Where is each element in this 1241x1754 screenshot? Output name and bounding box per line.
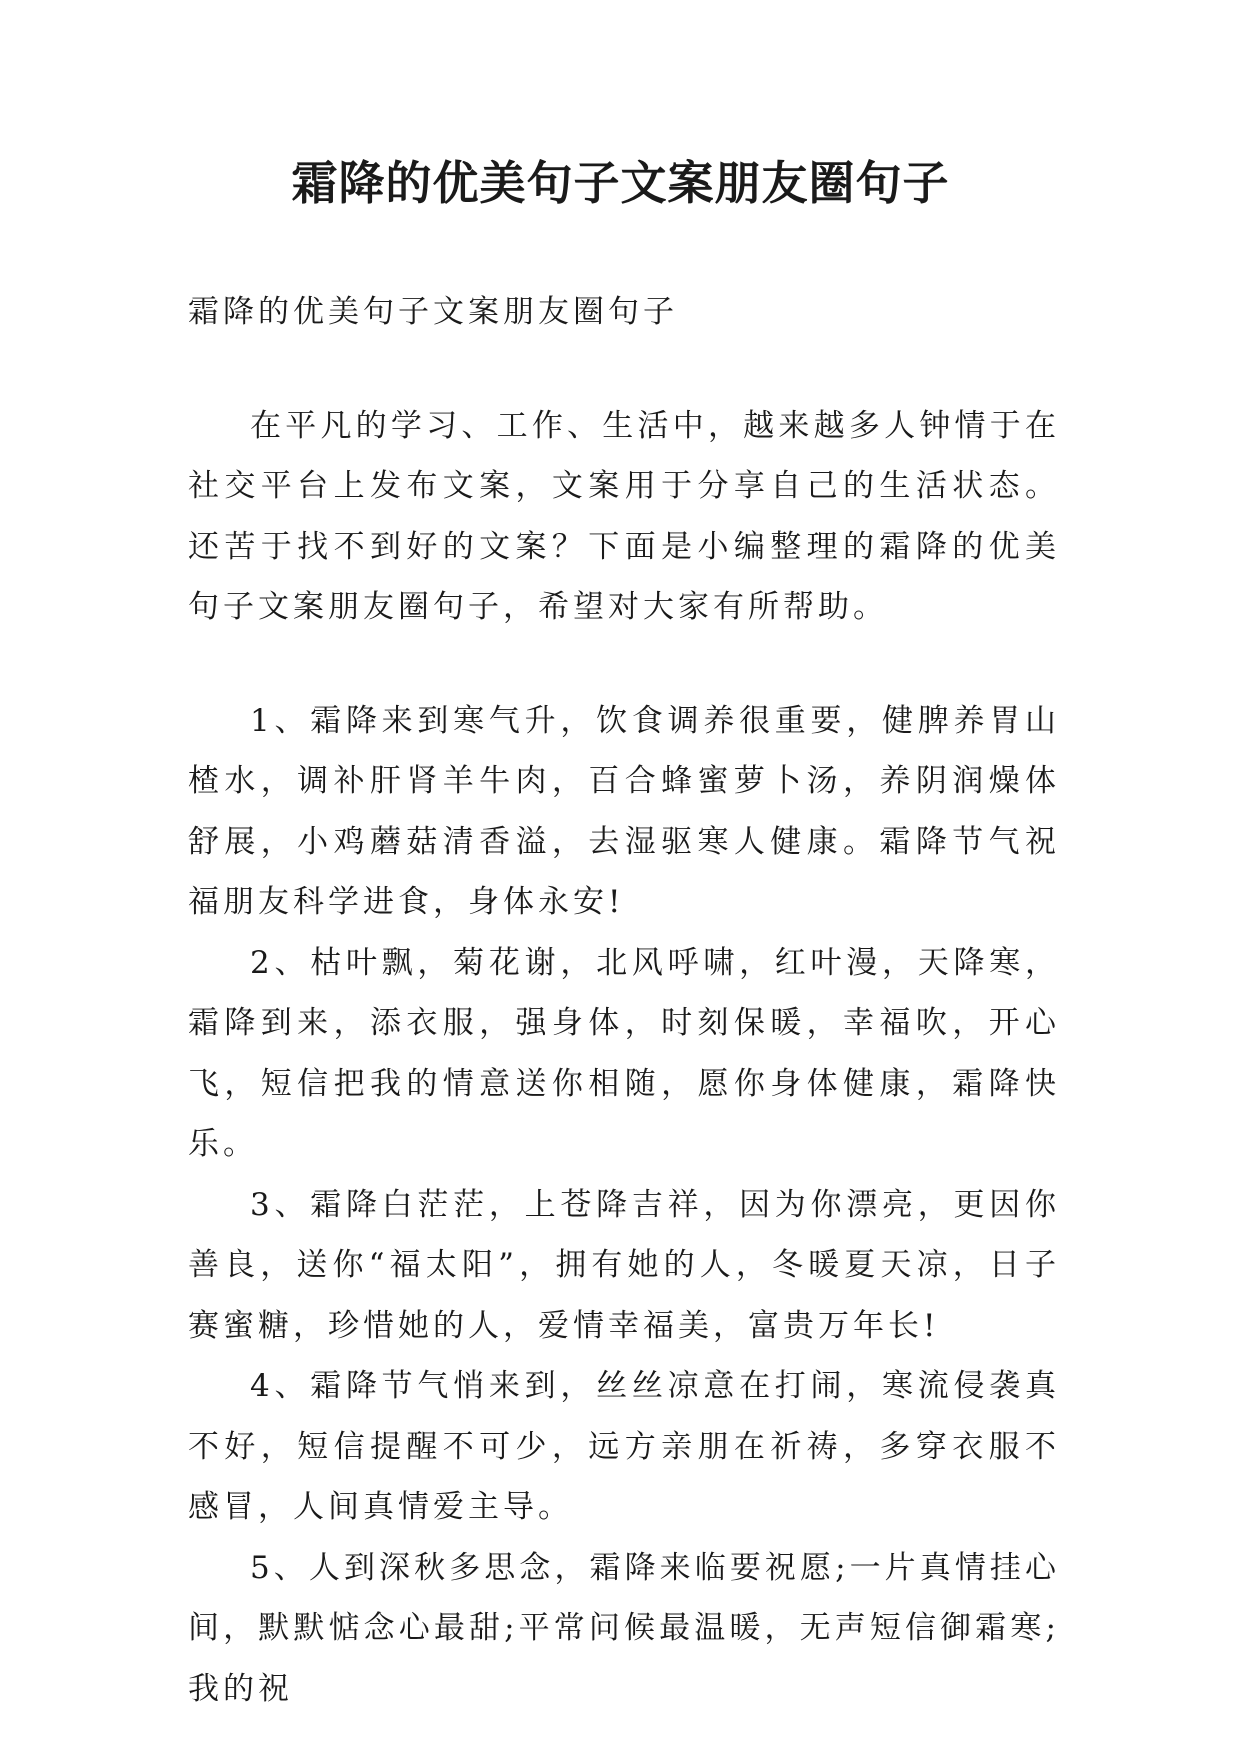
list-item: 5、人到深秋多思念，霜降来临要祝愿;一片真情挂心间，默默惦念心最甜;平常问候最温暖，无声短信御霜寒;我的祝 (188, 1549, 1060, 1707)
document-body (188, 282, 1060, 1719)
list-item: 2、枯叶飘，菊花谢，北风呼啸，红叶漫，天降寒，霜降到来，添衣服，强身体，时刻保暖，幸福吹，开心飞，短信把我的情意送你相随，愿你身体健康，霜降快乐。 (188, 944, 1060, 1162)
intro-paragraph: 在平凡的学习、工作、生活中，越来越多人钟情于在社交平台上发布文案，文案用于分享自己的生活状态。还苦于找不到好的文案？下面是小编整理的霜降的优美句子文案朋友圈句子，希望对大家有所帮助。 (188, 407, 1060, 625)
page-title: 霜降的优美句子文案朋友圈句子 (291, 156, 950, 210)
list-item: 1、霜降来到寒气升，饮食调养很重要，健脾养胃山楂水，调补肝肾羊牛肉，百合蜂蜜萝卜汤，养阴润燥体舒展，小鸡蘑菇清香溢，去湿驱寒人健康。霜降节气祝福朋友科学进食，身体永安! (188, 702, 1060, 920)
list-item: 4、霜降节气悄来到，丝丝凉意在打闹，寒流侵袭真不好，短信提醒不可少，远方亲朋在祈祷，多穿衣服不感冒，人间真情爱主导。 (188, 1368, 1060, 1525)
document-subtitle: 霜降的优美句子文案朋友圈句子 (188, 294, 678, 330)
list-item: 3、霜降白茫茫，上苍降吉祥，因为你漂亮，更因你善良，送你“福太阳”，拥有她的人，冬暖夏天凉，日子赛蜜糖，珍惜她的人，爱情幸福美，富贵万年长! (188, 1186, 1060, 1344)
